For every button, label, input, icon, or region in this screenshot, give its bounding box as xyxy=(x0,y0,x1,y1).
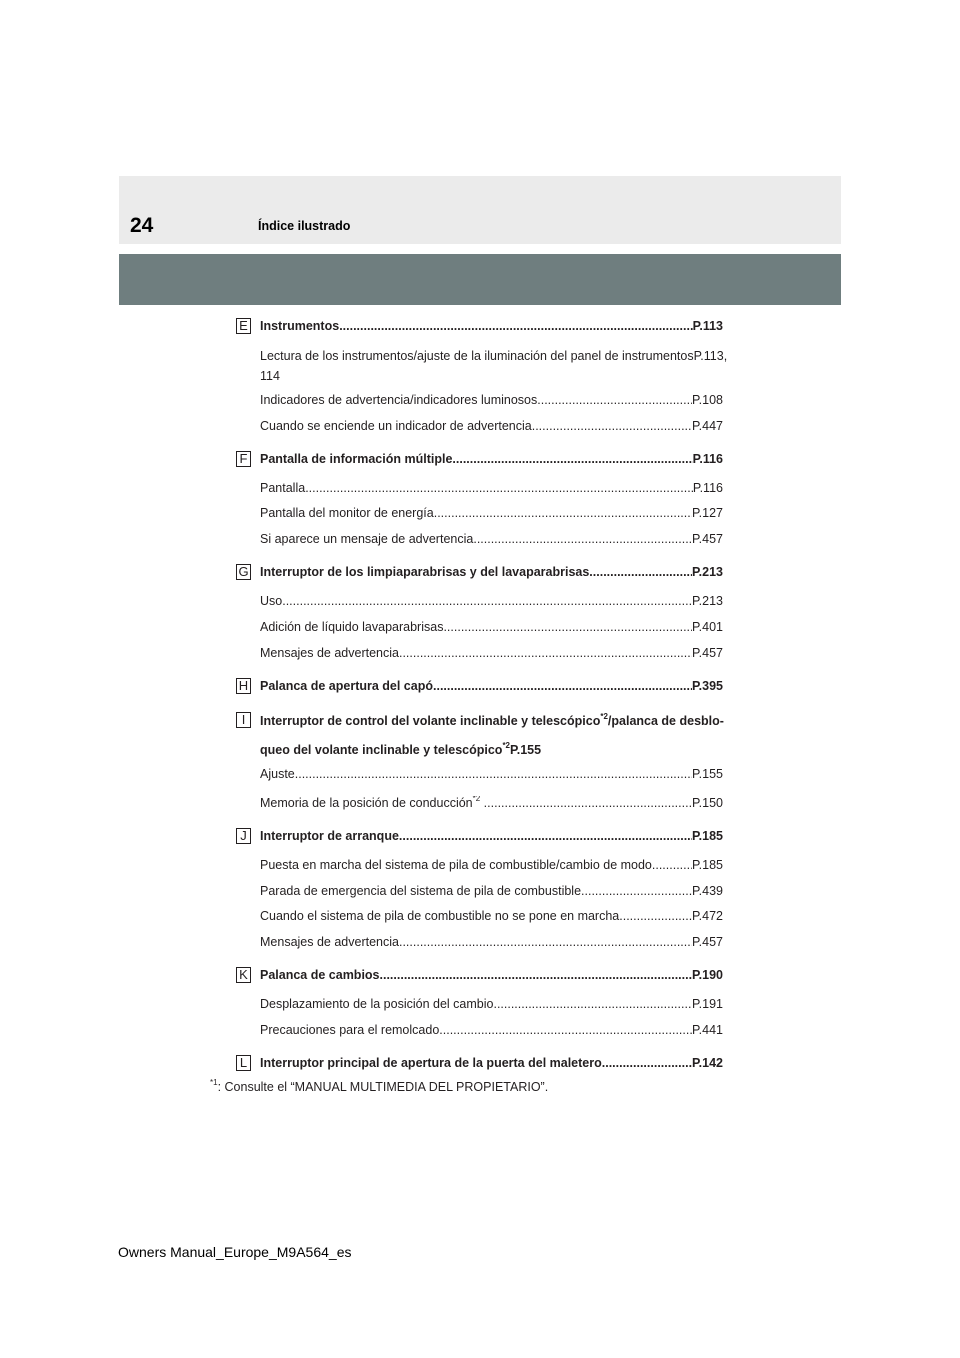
entry-palanca-cambios[interactable]: Palanca de cambios ..... P.190 xyxy=(260,968,723,982)
badge-k: K xyxy=(236,967,251,983)
entry-page: P.113 xyxy=(692,319,723,333)
badge-l: L xyxy=(236,1055,251,1071)
entry-limpiaparabrisas[interactable]: Interruptor de los limpiaparabrisas y del lavaparabrisas ..... P.213 xyxy=(260,565,723,579)
subentry-adicion-liquido[interactable]: Adición de líquido lavaparabrisas ..... P.401 xyxy=(260,620,723,634)
subentry-monitor-energia[interactable]: Pantalla del monitor de energía ..... P.127 xyxy=(260,506,723,520)
subentry-no-se-pone-marcha[interactable]: Cuando el sistema de pila de combustible no se pone en marcha ..... P.472 xyxy=(260,909,723,923)
entry-puerta-maletero[interactable]: Interruptor principal de apertura de la puerta del maletero ..... P.142 xyxy=(260,1056,723,1070)
subentry-mensaje-advertencia[interactable]: Si aparece un mensaje de advertencia ..... P.457 xyxy=(260,532,723,546)
page-number: 24 xyxy=(130,214,154,237)
badge-e: E xyxy=(236,318,251,334)
subentry-ajuste[interactable]: Ajuste ..... P.155 xyxy=(260,767,723,781)
footnote: $^{*1}$: Consulte el “MANUAL MULTIMEDIA DEL PROPIETARIO”. xyxy=(210,1078,549,1094)
subentry-cuando-enciende[interactable]: Cuando se enciende un indicador de advertencia ..... P.447 xyxy=(260,419,723,433)
badge-h: H xyxy=(236,678,251,694)
badge-i: I xyxy=(236,712,251,728)
subentry-remolcado[interactable]: Precauciones para el remolcado ..... P.441 xyxy=(260,1023,723,1037)
subentry-uso[interactable]: Uso ..... P.213 xyxy=(260,594,723,608)
entry-pantalla-info[interactable]: Pantalla de información múltiple ..... P.116 xyxy=(260,452,723,466)
entry-interruptor-arranque[interactable]: Interruptor de arranque ..... P.185 xyxy=(260,829,723,843)
subentry-puesta-marcha[interactable]: Puesta en marcha del sistema de pila de combustible/cambio de modo ..... P.185 xyxy=(260,858,723,872)
entry-instrumentos[interactable] xyxy=(260,319,723,333)
entry-palanca-capo[interactable]: Palanca de apertura del capó ..... P.395 xyxy=(260,679,723,693)
subentry-indicadores[interactable]: Indicadores de advertencia/indicadores luminosos ..... P.108 xyxy=(260,393,723,407)
subentry-lectura[interactable]: Lectura de los instrumentos/ajuste de la iluminación del panel de instrumentosP.113, xyxy=(260,349,728,363)
subentry-parada-emergencia[interactable]: Parada de emergencia del sistema de pila de combustible ..... P.439 xyxy=(260,884,723,898)
badge-f: F xyxy=(236,451,251,467)
subentry-lectura-cont: 114 xyxy=(260,369,280,383)
badge-j: J xyxy=(236,828,251,844)
subentry-desplazamiento[interactable]: Desplazamiento de la posición del cambio ..... P.191 xyxy=(260,997,723,1011)
subentry-pantalla[interactable]: Pantalla ..... P.116 xyxy=(260,481,723,495)
entry-volante-line2[interactable]: queo del volante inclinable y telescópico$^{*2}$P.155 xyxy=(260,741,542,757)
subentry-mensajes-advertencia-g[interactable]: Mensajes de advertencia ..... P.457 xyxy=(260,646,723,660)
section-title: Índice ilustrado xyxy=(258,219,351,233)
badge-g: G xyxy=(236,564,251,580)
subentry-mensajes-advertencia-j[interactable]: Mensajes de advertencia ..... P.457 xyxy=(260,935,723,949)
entry-title: Instrumentos xyxy=(260,319,340,333)
entry-volante-line1[interactable]: Interruptor de control del volante inclinable y telescópico$^{*2}$/palanca de desblo- xyxy=(260,712,724,728)
footer-doc-id: Owners Manual_Europe_M9A564_es xyxy=(118,1244,352,1260)
subentry-memoria-posicion[interactable]: Memoria de la posición de conducción$^{*2}$ ..... P.150 xyxy=(260,796,723,810)
